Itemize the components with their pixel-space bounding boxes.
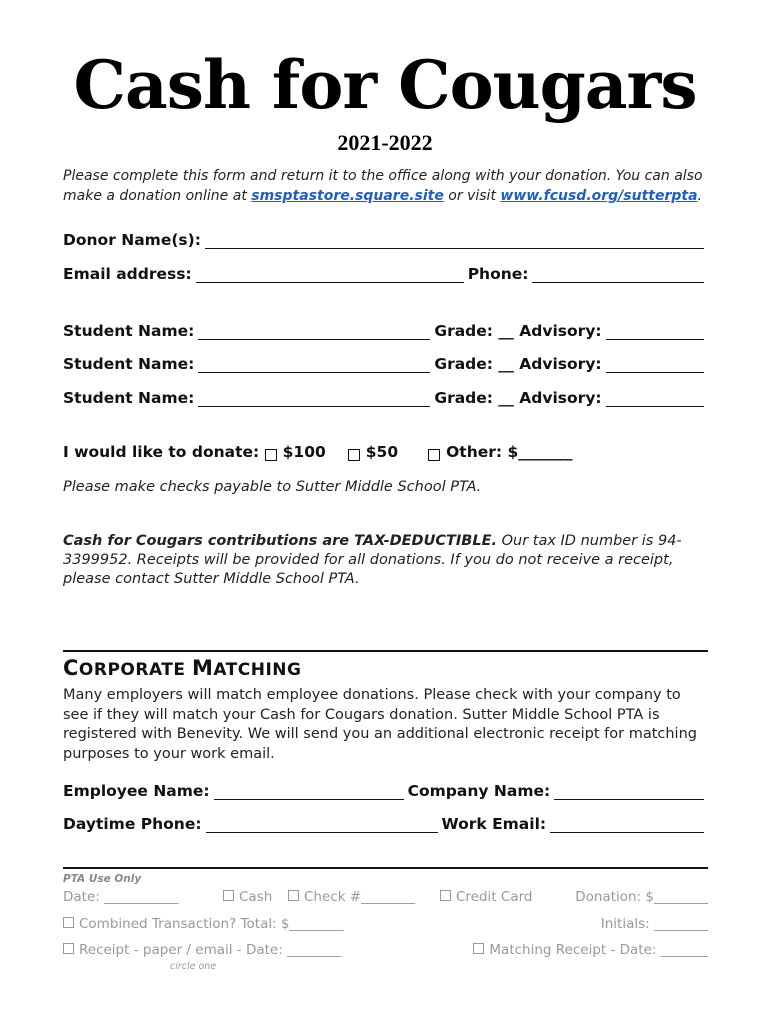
receipt-label: Receipt - paper / email - Date: ________ [79,942,342,958]
employee-company-row [63,782,708,800]
tax-bold: Cash for Cougars contributions are TAX-DEDUCTIBLE. [63,533,497,549]
student-name-label: Student Name: [63,322,195,340]
corporate-matching-paragraph: Many employers will match employee donations. Please check with your company to see if they will match your Cash for Cougars donation. Sutter Middle School PTA is registered with Benevity. We will send you an additional electronic receipt for matching purposes to your work email. [63,687,697,762]
donate-100-label: $100 [282,443,326,461]
donor-name-label: Donor Name(s): [63,231,201,249]
employee-name-field[interactable] [214,783,404,800]
company-name-label: Company Name: [407,782,551,800]
combined-label: Combined Transaction? Total: $________ [79,916,344,932]
tax-rest: Our tax ID number is 94-3399952. Receipts will be provided for all donations. If you do not receive a receipt, please contact Sutter Middle School PTA. [63,533,682,587]
check-checkbox[interactable] [288,890,299,901]
student-name-field[interactable] [198,323,430,340]
work-email-field[interactable] [550,816,704,833]
matching-receipt-checkbox[interactable] [473,943,484,954]
cash-checkbox[interactable] [223,890,234,901]
employee-name-label: Employee Name: [63,782,210,800]
pta-initials: Initials: ________ [600,916,708,932]
grade-label: Grade: __ [434,355,514,373]
student-name-field[interactable] [198,390,430,407]
phone-label: Phone: [467,265,529,283]
donate-50-label: $50 [365,443,399,461]
sutterpta-link[interactable]: www.fcusd.org/sutterpta [500,188,698,204]
daytime-phone-label: Daytime Phone: [63,815,202,833]
advisory-label: Advisory: [519,389,602,407]
donor-name-row [63,231,708,249]
student-name-label: Student Name: [63,355,195,373]
pta-donation: Donation: $________ [575,889,708,905]
work-email-label: Work Email: [441,815,547,833]
tax-note [63,532,693,589]
intro-text-3: . [697,188,702,204]
credit-card-checkbox[interactable] [440,890,451,901]
phone-workemail-row [63,815,708,833]
advisory-field[interactable] [606,356,704,373]
credit-card-label: Credit Card [456,889,533,905]
checkbox-other[interactable] [428,449,440,461]
checkbox-50[interactable] [348,449,360,461]
pta-row-2 [63,916,708,932]
daytime-phone-field[interactable] [206,816,438,833]
company-name-field[interactable] [554,783,704,800]
pta-use-only-label: PTA Use Only [63,873,142,885]
grade-label: Grade: __ [434,322,514,340]
check-label: Check #________ [304,889,416,905]
student-name-field[interactable] [198,356,430,373]
phone-field[interactable] [532,266,704,283]
email-phone-row [63,265,708,283]
store-link[interactable]: smsptastore.square.site [251,188,444,204]
email-field[interactable] [196,266,464,283]
student-name-label: Student Name: [63,389,195,407]
cash-label: Cash [239,889,273,905]
form-year: 2021-2022 [337,130,433,155]
donate-row [63,443,708,461]
pta-row-1 [63,889,708,905]
pta-date: Date: ___________ [63,889,179,905]
advisory-label: Advisory: [519,322,602,340]
circle-one-note: circle one [170,961,217,972]
form-title: Cash for Cougars [73,46,697,124]
grade-label: Grade: __ [434,389,514,407]
student-row-3 [63,389,708,407]
donor-name-field[interactable] [205,232,704,249]
receipt-checkbox[interactable] [63,943,74,954]
advisory-label: Advisory: [519,355,602,373]
section-divider [63,650,708,652]
intro-text-1: Please complete this form and return it to the office along with your donation. You can also make a donation online at [63,168,703,204]
corporate-matching-heading: CORPORATE MATCHING [63,656,302,680]
combined-checkbox[interactable] [63,917,74,928]
advisory-field[interactable] [606,323,704,340]
pta-row-3 [63,942,708,958]
email-label: Email address: [63,265,192,283]
pta-divider [63,867,708,869]
matching-receipt-label: Matching Receipt - Date: _______ [489,942,708,958]
student-row-2 [63,355,708,373]
advisory-field[interactable] [606,390,704,407]
checkbox-100[interactable] [265,449,277,461]
donate-label: I would like to donate: [63,443,260,461]
student-row-1 [63,322,708,340]
checks-note: Please make checks payable to Sutter Middle School PTA. [63,479,482,495]
donate-other-label: Other: $_______ [446,443,573,461]
intro-text-2: or visit [443,188,501,204]
intro-text [63,166,713,206]
